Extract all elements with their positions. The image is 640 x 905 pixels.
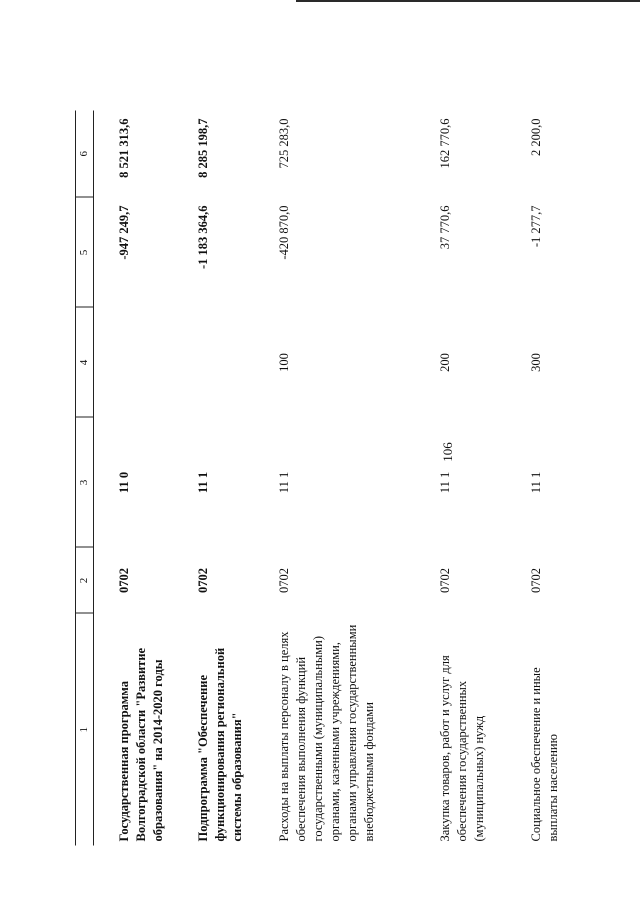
table-row (175, 111, 256, 846)
table-row (506, 111, 569, 846)
budget-table (75, 111, 569, 846)
row-expense-type (94, 308, 176, 418)
row-name: Расходы на выплаты персоналу в целях обеспечения выполнения функций государственными (муниципальными) органами, казенными учреждениями, органами управления государственными внебюджетными фондами (277, 624, 376, 842)
row-total: 2 200,0 (529, 118, 543, 156)
table-row (415, 111, 506, 846)
row-section: 0702 (438, 568, 452, 593)
table-row (256, 111, 415, 846)
page-number: 106 (440, 442, 455, 462)
header-col-5: 5 (76, 198, 94, 308)
row-expense-type (175, 308, 256, 418)
scan-edge-line (296, 0, 640, 2)
row-program: 11 1 (196, 471, 210, 494)
row-change: -420 870,0 (277, 205, 291, 260)
table-header-row (76, 111, 94, 846)
row-total: 8 285 198,7 (196, 118, 210, 178)
header-col-3: 3 (76, 418, 94, 548)
row-total: 162 770,6 (438, 118, 452, 169)
row-expense-type: 100 (277, 353, 291, 372)
row-program: 11 1 (438, 471, 452, 494)
row-change: -1 277,7 (529, 205, 543, 248)
row-total: 8 521 313,6 (117, 118, 131, 178)
row-program: 11 0 (117, 471, 131, 494)
row-section: 0702 (117, 568, 131, 593)
table-row (94, 111, 176, 846)
rotated-page (75, 111, 565, 846)
row-change: 37 770,6 (438, 205, 452, 250)
row-section: 0702 (529, 568, 543, 593)
row-total: 725 283,0 (277, 118, 291, 169)
row-name: Государственная программа Волгоградской области "Развитие образования" на 2014-2020 годы (117, 647, 165, 842)
row-name: Социальное обеспечение и иные выплаты населению (529, 667, 560, 842)
row-section: 0702 (277, 568, 291, 593)
row-expense-type: 200 (438, 353, 452, 372)
header-col-6: 6 (76, 111, 94, 198)
header-col-1: 1 (76, 614, 94, 846)
header-col-4: 4 (76, 308, 94, 418)
row-section: 0702 (196, 568, 210, 593)
row-change: -1 183 364,6 (196, 205, 210, 270)
row-change: -947 249,7 (117, 205, 131, 260)
row-program: 11 1 (529, 471, 543, 494)
row-name: Подпрограмма "Обеспечение функционирования региональной системы образования" (196, 647, 244, 842)
row-name: Закупка товаров, работ и услуг для обеспечения государственных (муниципальных) нужд (438, 655, 486, 842)
row-program: 11 1 (277, 471, 291, 494)
header-col-2: 2 (76, 548, 94, 614)
row-expense-type: 300 (529, 353, 543, 372)
